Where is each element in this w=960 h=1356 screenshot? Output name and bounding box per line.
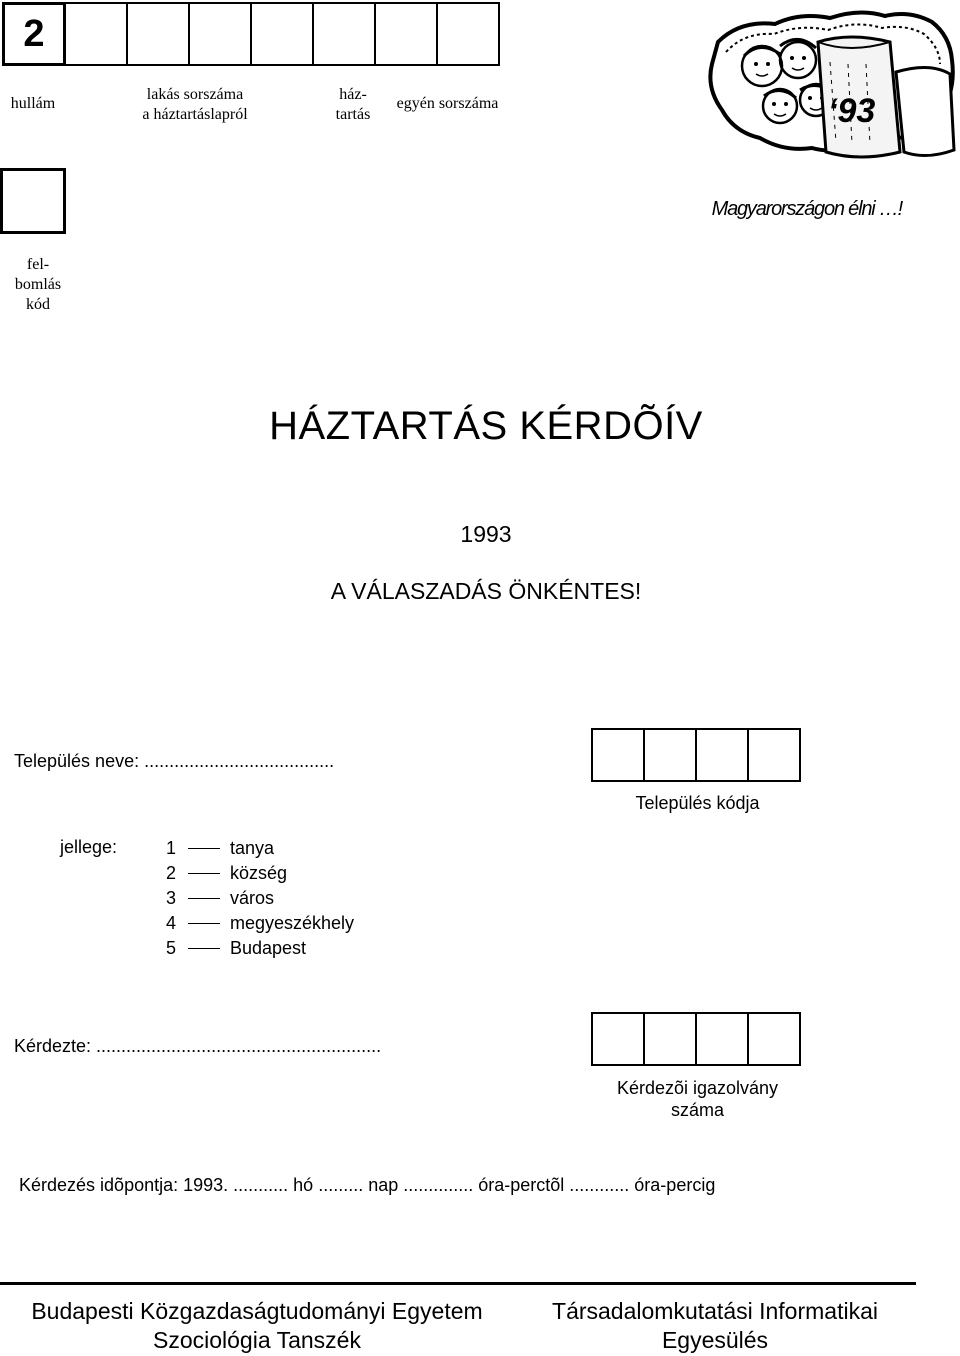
interviewer-field[interactable]: Kérdezte: .........................................................: [14, 1036, 382, 1056]
settlement-code-box-3[interactable]: [695, 728, 749, 782]
wave-value: 2: [23, 12, 45, 55]
dwelling-label: lakás sorszáma a háztartáslapról: [142, 86, 248, 123]
option-kozseg[interactable]: 2 község: [166, 863, 288, 883]
settlement-code-box-1[interactable]: [591, 728, 645, 782]
interviewer-id-box-1[interactable]: [591, 1012, 645, 1066]
settlement-code-box-4[interactable]: [747, 728, 801, 782]
wave-label: hullám: [10, 95, 56, 112]
settlement-code-label: Település kódja: [635, 793, 760, 813]
id-code-strip: [2, 2, 510, 68]
option-tanya[interactable]: 1 tanya: [166, 838, 275, 858]
settlement-type-label: jellege:: [60, 837, 118, 857]
survey-logo: [700, 2, 958, 170]
interviewer-id-box-3[interactable]: [695, 1012, 749, 1066]
breakup-code-label: fel- bomlás kód: [14, 256, 62, 313]
footer-divider: [0, 1282, 916, 1285]
person-box-1[interactable]: [374, 2, 438, 66]
dwelling-box-4[interactable]: [250, 2, 314, 66]
survey-year: 1993: [460, 521, 512, 547]
page-title: HÁZTARTÁS KÉRDÕÍV: [269, 404, 703, 448]
settlement-code-box-2[interactable]: [643, 728, 697, 782]
footer-right: Társadalomkutatási Informatikai Egyesülés: [552, 1298, 878, 1353]
interviewer-id-boxes: [591, 1012, 801, 1066]
household-box[interactable]: [312, 2, 376, 66]
person-label: egyén sorszáma: [396, 95, 499, 112]
household-label: ház- tartás: [335, 86, 371, 123]
person-box-2[interactable]: [436, 2, 500, 66]
settlement-name-field[interactable]: Település neve: ......................................: [14, 751, 335, 771]
logo-year: ‘93: [828, 92, 876, 130]
settlement-code-boxes: [591, 728, 801, 782]
slogan: Magyarországon élni …!: [711, 198, 902, 220]
hungary-map-family-icon: [700, 2, 958, 170]
voluntary-notice: A VÁLASZADÁS ÖNKÉNTES!: [330, 578, 642, 604]
dwelling-box-3[interactable]: [188, 2, 252, 66]
footer-left: Budapesti Közgazdaságtudományi Egyetem Szociológia Tanszék: [31, 1298, 483, 1353]
option-varos[interactable]: 3 város: [166, 888, 275, 908]
dwelling-box-1[interactable]: [64, 2, 128, 66]
interviewer-id-box-2[interactable]: [643, 1012, 697, 1066]
interviewer-id-label: Kérdezõi igazolvány száma: [616, 1078, 779, 1120]
dwelling-box-2[interactable]: [126, 2, 190, 66]
breakup-code-box[interactable]: [0, 168, 66, 234]
settlement-type-options: [166, 836, 354, 961]
interview-time-field[interactable]: Kérdezés idõpontja: 1993. ........... hó ......... nap .............. óra-perctõl ............ óra-percig: [19, 1175, 716, 1195]
option-megyeszekhely[interactable]: 4 megyeszékhely: [166, 913, 355, 933]
option-budapest[interactable]: 5 Budapest: [166, 938, 307, 958]
interviewer-id-box-4[interactable]: [747, 1012, 801, 1066]
wave-box[interactable]: [2, 2, 66, 66]
